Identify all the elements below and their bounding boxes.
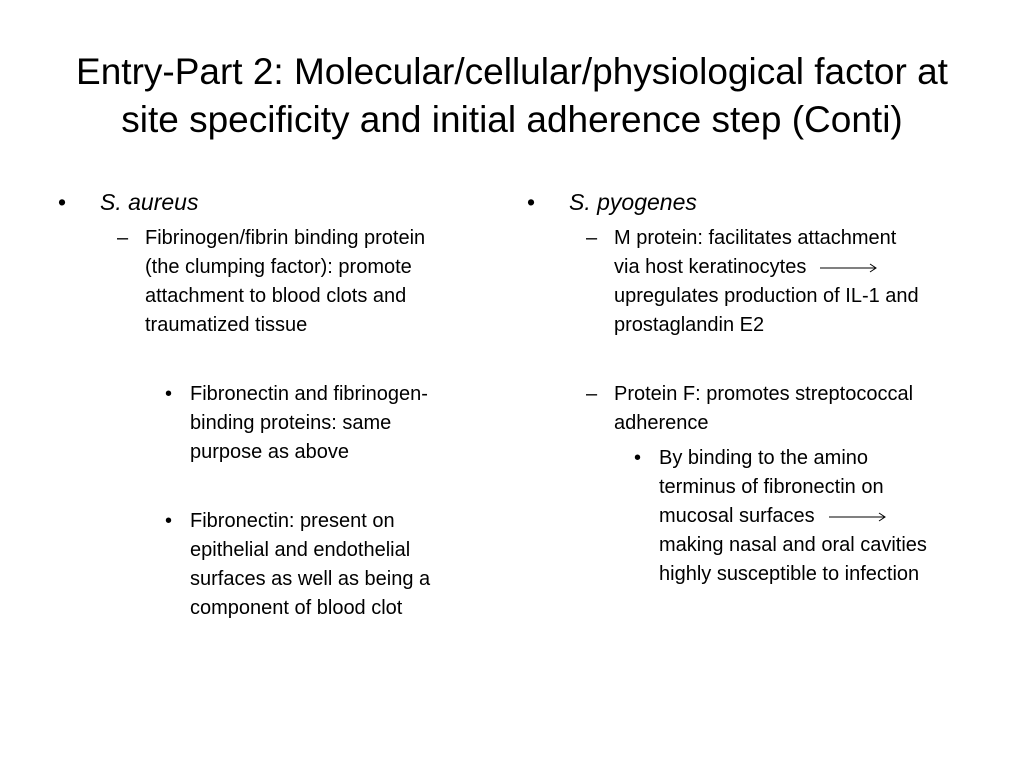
text-line: M protein: facilitates attachment <box>614 227 897 249</box>
bullet-marker: • <box>165 510 173 532</box>
right-arrow-icon <box>827 511 889 523</box>
title-line-2: site specificity and initial adherence step (Conti) <box>121 99 903 140</box>
text-line-with-arrow <box>659 502 967 531</box>
left-column <box>58 186 478 623</box>
bullet-heading: S. pyogenes <box>569 189 697 215</box>
dash-marker: – <box>586 383 598 405</box>
right-column <box>527 186 967 589</box>
bullet-marker: • <box>58 189 67 215</box>
text-line: adherence <box>614 412 709 434</box>
text-line: attachment to blood clots and <box>145 285 407 307</box>
text-line-with-arrow <box>614 253 967 282</box>
text-line: Fibronectin: present on <box>190 510 395 532</box>
text-line: binding proteins: same <box>190 412 392 434</box>
text-line: Fibrinogen/fibrin binding protein <box>145 227 426 249</box>
text-line: upregulates production of IL-1 and <box>614 285 919 307</box>
text-line: By binding to the amino <box>659 447 869 469</box>
text-line: traumatized tissue <box>145 314 308 336</box>
text-line: via host keratinocytes <box>614 256 807 278</box>
text-line: component of blood clot <box>190 597 403 619</box>
text-line: surfaces as well as being a <box>190 568 431 590</box>
sub-sub-item-fibronectin <box>58 507 478 623</box>
slide-title <box>40 48 984 144</box>
bullet-s-pyogenes <box>527 186 967 218</box>
text-line: (the clumping factor): promote <box>145 256 412 278</box>
sub-item-m-protein <box>527 224 967 340</box>
sub-sub-item-fibronectin-binding <box>58 380 478 467</box>
text-line: Fibronectin and fibrinogen- <box>190 383 428 405</box>
text-line: Protein F: promotes streptococcal <box>614 383 914 405</box>
bullet-heading: S. aureus <box>100 189 199 215</box>
dash-marker: – <box>586 227 598 249</box>
text-line: making nasal and oral cavities <box>659 534 927 556</box>
sub-sub-item-amino-terminus <box>527 444 967 589</box>
text-line: purpose as above <box>190 441 350 463</box>
bullet-marker: • <box>165 383 173 405</box>
title-line-1: Entry-Part 2: Molecular/cellular/physiological factor at <box>76 51 948 92</box>
sub-item-protein-f <box>527 380 967 438</box>
text-line: terminus of fibronectin on <box>659 476 884 498</box>
bullet-marker: • <box>527 189 536 215</box>
text-line: mucosal surfaces <box>659 505 815 527</box>
bullet-marker: • <box>634 447 642 469</box>
dash-marker: – <box>117 227 129 249</box>
sub-item-clumping-factor <box>58 224 478 340</box>
right-arrow-icon <box>818 262 880 274</box>
text-line: epithelial and endothelial <box>190 539 411 561</box>
text-line: highly susceptible to infection <box>659 563 920 585</box>
text-line: prostaglandin E2 <box>614 314 765 336</box>
bullet-s-aureus <box>58 186 478 218</box>
